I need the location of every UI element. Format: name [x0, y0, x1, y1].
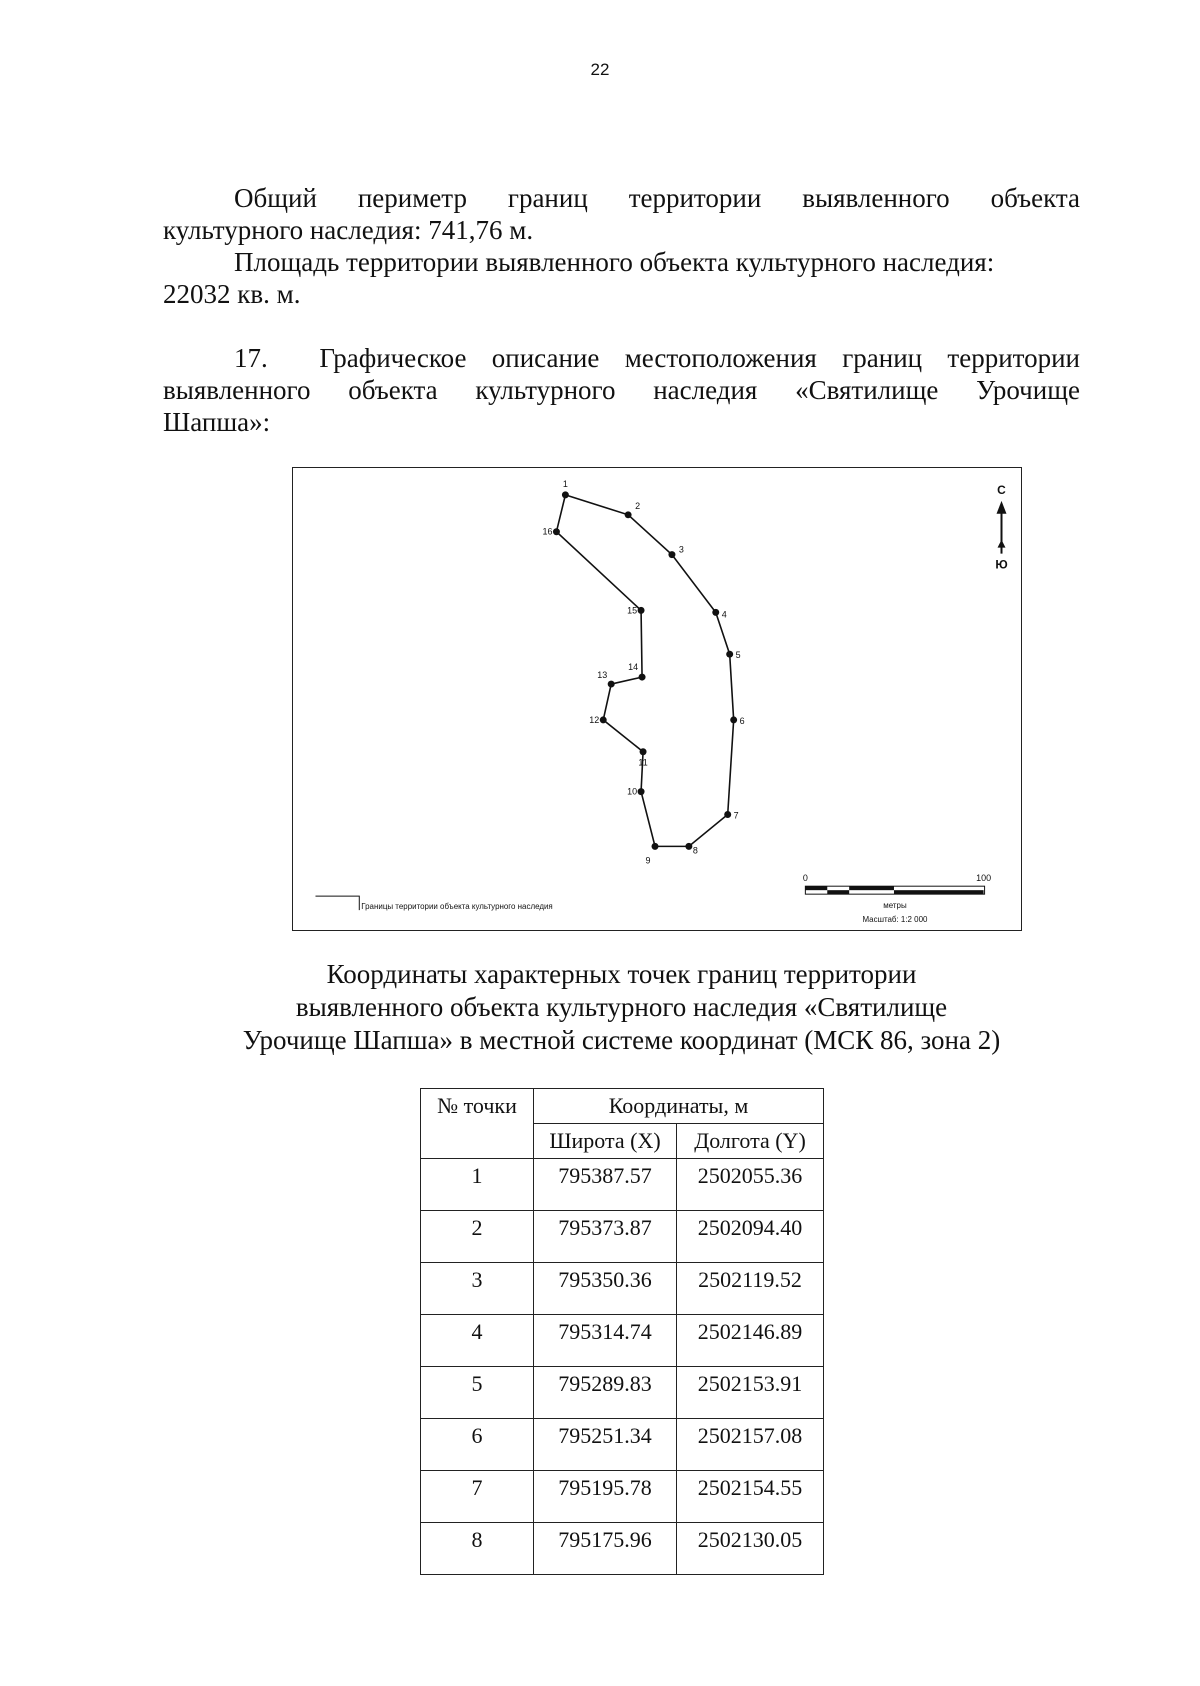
boundary-vertex-label: 8 — [692, 845, 698, 856]
section-17-word: местоположения — [624, 343, 817, 373]
boundary-vertex — [608, 681, 615, 688]
section-17-word: границ — [842, 343, 923, 373]
cell-longitude: 2502157.08 — [677, 1419, 824, 1471]
table-row — [421, 1419, 824, 1471]
boundary-vertex — [685, 843, 692, 850]
boundary-vertex-label: 15 — [627, 605, 638, 616]
area-line-1: Площадь территории выявленного объекта культурного наследия: — [234, 247, 995, 277]
coordinates-title — [163, 958, 1080, 1057]
table-row — [421, 1471, 824, 1523]
boundary-map — [292, 467, 1022, 931]
boundary-vertex-label: 13 — [597, 670, 608, 681]
north-arrow-head — [997, 501, 1007, 514]
scale-bar-segment — [849, 886, 894, 890]
north-label: С — [997, 482, 1006, 497]
perimeter-word: границ — [507, 183, 588, 213]
cell-latitude: 795387.57 — [534, 1159, 677, 1211]
table-row — [421, 1523, 824, 1575]
boundary-vertex-label: 11 — [638, 757, 648, 768]
boundary-vertex-label: 3 — [678, 544, 684, 555]
section-17-word: описание — [491, 343, 600, 373]
perimeter-word: периметр — [357, 183, 467, 213]
header-coordinates: Координаты, м — [534, 1089, 824, 1124]
boundary-vertex — [724, 811, 731, 818]
cell-point-number: 2 — [421, 1211, 534, 1263]
coordinates-title-line-1: Координаты характерных точек границ территории — [326, 959, 917, 989]
cell-point-number: 4 — [421, 1315, 534, 1367]
header-point-number: № точки — [421, 1089, 534, 1159]
scale-bar-segment — [894, 890, 984, 894]
legend-label: Границы территории объекта культурного наследия — [361, 902, 553, 912]
boundary-vertex-label: 16 — [542, 526, 553, 537]
cell-longitude: 2502153.91 — [677, 1367, 824, 1419]
section-17-line-1 — [163, 342, 1080, 374]
boundary-vertex — [600, 716, 607, 723]
cell-latitude: 795350.36 — [534, 1263, 677, 1315]
page-number: 22 — [590, 60, 610, 79]
cell-point-number: 6 — [421, 1419, 534, 1471]
boundary-vertex — [726, 651, 733, 658]
boundary-polygon — [556, 495, 733, 846]
cell-point-number: 7 — [421, 1471, 534, 1523]
scale-unit-label: метры — [883, 901, 907, 911]
cell-latitude: 795175.96 — [534, 1523, 677, 1575]
cell-longitude: 2502154.55 — [677, 1471, 824, 1523]
boundary-vertex-label: 14 — [628, 662, 639, 673]
section-17-line-3: Шапша»: — [163, 407, 271, 437]
scale-bar-segment — [805, 886, 827, 890]
table-row — [421, 1211, 824, 1263]
cell-point-number: 3 — [421, 1263, 534, 1315]
section-number: 17. — [234, 343, 268, 373]
south-label: Ю — [995, 557, 1008, 572]
legend-line-symbol — [315, 896, 359, 910]
cell-latitude: 795289.83 — [534, 1367, 677, 1419]
boundary-vertex — [562, 491, 569, 498]
boundary-vertex-label: 10 — [627, 786, 638, 797]
coordinates-table — [420, 1088, 824, 1575]
boundary-vertex — [652, 843, 659, 850]
cell-point-number: 5 — [421, 1367, 534, 1419]
scale-bar — [803, 873, 991, 924]
cell-latitude: 795373.87 — [534, 1211, 677, 1263]
boundary-vertex-label: 2 — [635, 500, 641, 511]
section-17-word: Урочище — [976, 375, 1080, 405]
scale-end-label: 100 — [976, 873, 992, 884]
section-17-word: Графическое — [319, 343, 467, 373]
cell-point-number: 8 — [421, 1523, 534, 1575]
table-header-row — [421, 1089, 824, 1124]
north-arrow — [995, 483, 1007, 572]
perimeter-paragraph — [163, 182, 1080, 246]
scale-start-label: 0 — [802, 873, 808, 884]
boundary-vertex — [712, 609, 719, 616]
boundary-vertex — [553, 528, 560, 535]
boundary-vertex — [625, 511, 632, 518]
coordinates-title-line-3: Урочище Шапша» в местной системе координат (МСК 86, зона 2) — [242, 1025, 1001, 1055]
boundary-vertex — [639, 674, 646, 681]
boundary-vertex-label: 7 — [733, 810, 739, 821]
table-row — [421, 1159, 824, 1211]
perimeter-line-1 — [163, 182, 1080, 214]
perimeter-word: объекта — [990, 183, 1080, 213]
section-17-word: культурного — [475, 375, 616, 405]
section-17-word: объекта — [348, 375, 438, 405]
map-legend — [315, 896, 552, 911]
cell-longitude: 2502130.05 — [677, 1523, 824, 1575]
boundary-vertex — [730, 716, 737, 723]
boundary-vertex-label: 5 — [735, 650, 741, 661]
boundary-vertex-label: 1 — [562, 478, 568, 489]
boundary-vertex — [668, 551, 675, 558]
boundary-vertex — [638, 607, 645, 614]
boundary-vertex-label: 4 — [721, 609, 727, 620]
perimeter-line-2: культурного наследия: 741,76 м. — [163, 215, 534, 245]
cell-latitude: 795195.78 — [534, 1471, 677, 1523]
perimeter-word: выявленного — [802, 183, 950, 213]
south-arrow-tail — [998, 540, 1006, 548]
cell-longitude: 2502094.40 — [677, 1211, 824, 1263]
cell-longitude: 2502146.89 — [677, 1315, 824, 1367]
boundary-vertex-label: 6 — [739, 715, 745, 726]
scale-ratio-label: Масштаб: 1:2 000 — [862, 915, 928, 925]
boundary-vertex-label: 12 — [589, 714, 600, 725]
area-paragraph — [163, 246, 1080, 310]
cell-latitude: 795251.34 — [534, 1419, 677, 1471]
section-17-word: выявленного — [163, 375, 311, 405]
boundary-vertex — [638, 788, 645, 795]
table-row — [421, 1263, 824, 1315]
section-17-word: «Святилище — [795, 375, 939, 405]
section-17-word: территории — [947, 343, 1080, 373]
header-latitude: Широта (X) — [534, 1124, 677, 1159]
boundary-vertex — [640, 748, 647, 755]
cell-longitude: 2502055.36 — [677, 1159, 824, 1211]
cell-point-number: 1 — [421, 1159, 534, 1211]
scale-bar-segment — [827, 890, 849, 894]
section-17-paragraph — [163, 342, 1080, 438]
section-17-word: наследия — [653, 375, 758, 405]
boundary-points — [542, 479, 744, 865]
cell-latitude: 795314.74 — [534, 1315, 677, 1367]
perimeter-word: территории — [628, 183, 762, 213]
area-line-2: 22032 кв. м. — [163, 279, 301, 309]
boundary-vertex-label: 9 — [645, 855, 651, 866]
cell-longitude: 2502119.52 — [677, 1263, 824, 1315]
table-row — [421, 1315, 824, 1367]
header-longitude: Долгота (Y) — [677, 1124, 824, 1159]
table-row — [421, 1367, 824, 1419]
perimeter-word: Общий — [234, 183, 317, 213]
coordinates-title-line-2: выявленного объекта культурного наследия «Святилище — [295, 992, 948, 1022]
section-17-line-2 — [163, 374, 1080, 406]
boundary-map-canvas — [293, 468, 1021, 930]
